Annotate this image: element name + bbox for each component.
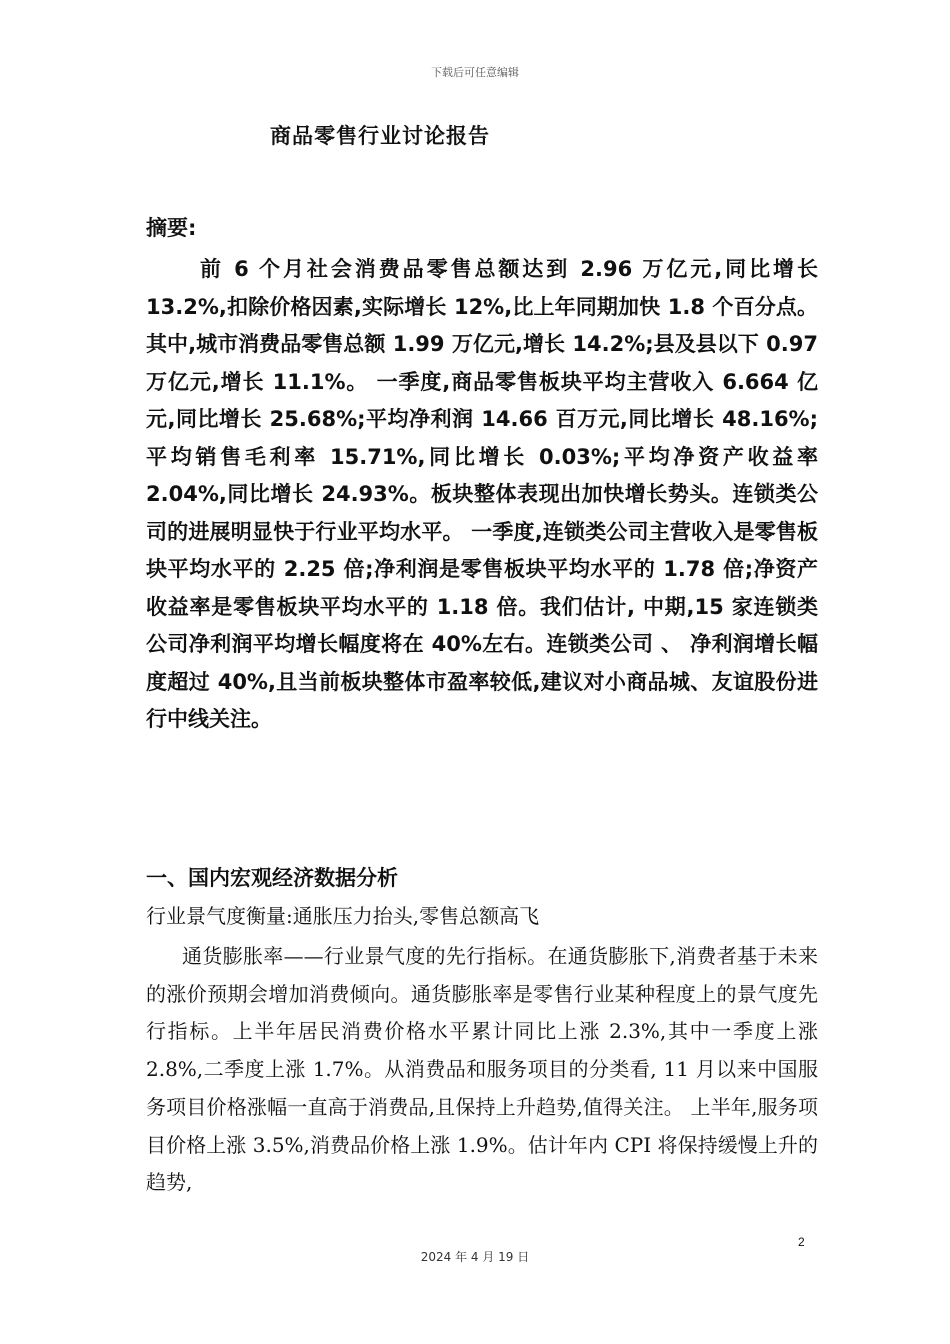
footer-date: 2024 年 4 月 19 日 xyxy=(420,1250,530,1264)
section-subheading: 行业景气度衡量:通胀压力抬头,零售总额高飞 xyxy=(146,904,540,928)
abstract-paragraph: 前 6 个月社会消费品零售总额达到 2.96 万亿元,同比增长 13.2%,扣除价格因素,实际增长 12%,比上年同期加快 1.8 个百分点。其中,城市消费品零售总额 1.99 万亿元,增长 14.2%;县及县以下 0.97 万亿元,增长 11.1%。 一季度,商品零售板块平均主营收入 6.664 亿元,同比增长 25.68%;平均净利润 14.66 百万元,同比增长 48.16%;平均销售毛利率 15.71%,同比增长 0.03%;平均净资产收益率 2.04%,同比增长 24.93%。板块整体表现出加快增长势头。连锁类公司的进展明显快于行业平均水平。 一季度,连锁类公司主营收入是零售板块平均水平的 2.25 倍;净利润是零售板块平均水平的 1.78 倍;净资产收益率是零售板块平均水平的 1.18 倍。我们估计, 中期,15 家连锁类公司净利润平均增长幅度将在 40%左右。连锁类公司 、 净利润增长幅度超过 40%,且当前板块整体市盈率较低,建议对小商品城、友谊股份进行中线关注。 xyxy=(146,257,818,731)
section-heading: 一、国内宏观经济数据分析 xyxy=(146,866,398,890)
document-title: 商品零售行业讨论报告 xyxy=(270,124,490,148)
header-note: 下载后可任意编辑 xyxy=(431,66,519,79)
abstract-label: 摘要: xyxy=(146,216,197,240)
section-paragraph: 通货膨胀率——行业景气度的先行指标。在通货膨胀下,消费者基于未来的涨价预期会增加消费倾向。通货膨胀率是零售行业某种程度上的景气度先行指标。上半年居民消费价格水平累计同比上涨 2.3%,其中一季度上涨 2.8%,二季度上涨 1.7%。从消费品和服务项目的分类看, 11 月以来中国服务项目价格涨幅一直高于消费品,且保持上升趋势,值得关注。 上半年,服务项目价格上涨 3.5%,消费品价格上涨 1.9%。估计年内 CPI 将保持缓慢上升的趋势, xyxy=(146,944,818,1195)
page-number: 2 xyxy=(798,1235,805,1249)
